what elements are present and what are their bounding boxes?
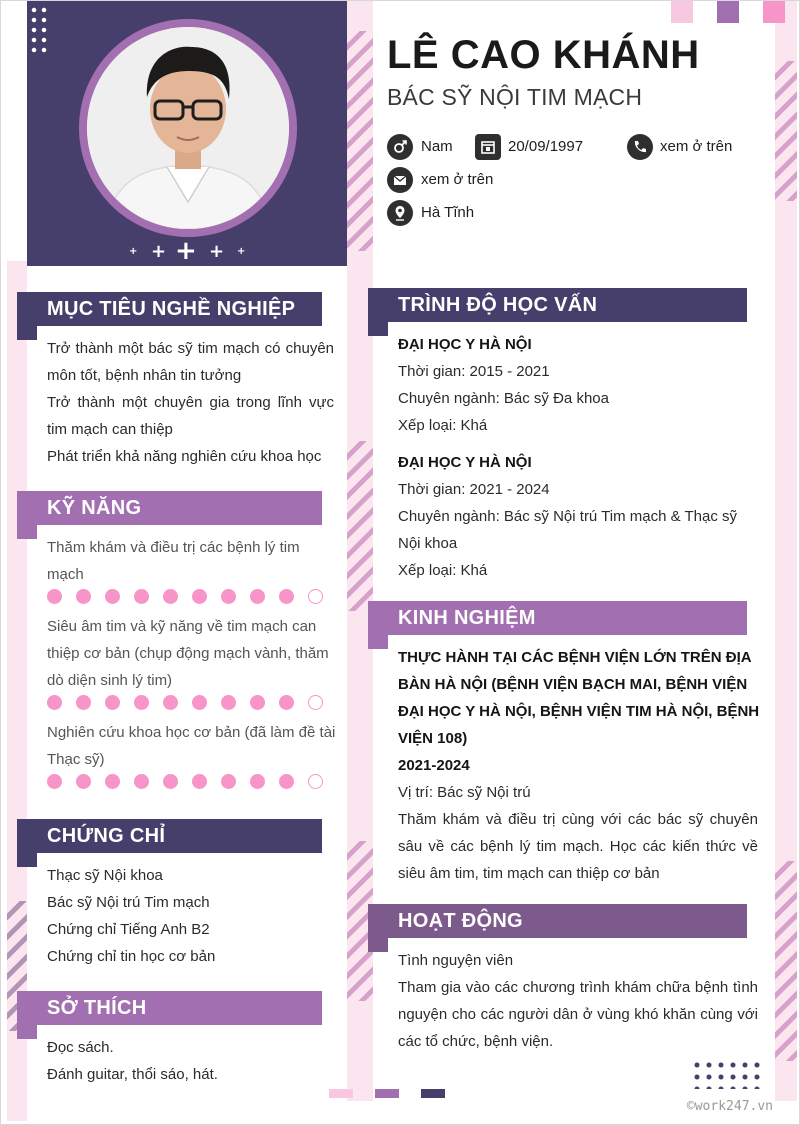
rating-dot-filled — [250, 774, 265, 789]
objective-line: Phát triển khả năng nghiên cứu khoa học — [47, 448, 322, 465]
skill-name: Nghiên cứu khoa học cơ bản (đã làm đề tài Thạc sỹ) — [47, 724, 336, 768]
candidate-name: LÊ CAO KHÁNH — [387, 33, 700, 77]
rating-dot-filled — [279, 589, 294, 604]
rating-dot-filled — [47, 589, 62, 604]
plus-decoration: + + + + + — [129, 236, 246, 266]
dots-decoration — [691, 1059, 763, 1089]
email-text: xem ở trên — [421, 171, 494, 188]
education-rank: Xếp loại: Khá — [398, 417, 488, 434]
hobby-item: Đánh guitar, thổi sáo, hát. — [47, 1066, 218, 1083]
education-header: TRÌNH ĐỘ HỌC VẤN — [368, 288, 747, 322]
education-rank: Xếp loại: Khá — [398, 562, 488, 579]
education-major: Chuyên ngành: Bác sỹ Nội trú Tim mạch & Thạc sỹ Nội khoa — [398, 508, 738, 552]
experience-heading: THỰC HÀNH TẠI CÁC BỆNH VIỆN LỚN TRÊN ĐỊA BÀN HÀ NỘI (BỆNH VIỆN BẠCH MAI, BỆNH VIỆN ĐẠI HỌC Y HÀ NỘI, BỆNH VIỆN TIM HÀ NỘI, BỆNH VIỆN 108) — [398, 649, 760, 747]
section-tab — [17, 1025, 37, 1039]
rating-dot-filled — [76, 589, 91, 604]
certificates-header: CHỨNG CHỈ — [17, 819, 322, 853]
rating-dot-filled — [250, 695, 265, 710]
address-text: Hà Tĩnh — [421, 204, 475, 221]
rating-dot-filled — [134, 589, 149, 604]
rating-dot-filled — [279, 774, 294, 789]
section-tab — [368, 938, 388, 952]
hobbies-header: SỞ THÍCH — [17, 991, 322, 1025]
rating-dot-filled — [163, 589, 178, 604]
experience-position: Vị trí: Bác sỹ Nội trú — [398, 784, 531, 801]
certificate-item: Bác sỹ Nội trú Tim mạch — [47, 894, 210, 911]
hobby-item: Đọc sách. — [47, 1039, 114, 1056]
school-name: ĐẠI HỌC Y HÀ NỘI — [398, 336, 532, 353]
rating-dot-filled — [192, 695, 207, 710]
section-tab — [17, 326, 37, 340]
skill-rating — [47, 774, 327, 792]
objective-line: Trở thành một chuyên gia trong lĩnh vực tim mạch can thiệp — [47, 394, 334, 438]
rating-dot-filled — [221, 695, 236, 710]
experience-header: KINH NGHIỆM — [368, 601, 747, 635]
section-tab — [368, 322, 388, 336]
education-major: Chuyên ngành: Bác sỹ Đa khoa — [398, 390, 609, 407]
gender-text: Nam — [421, 138, 453, 155]
hatch-decoration — [347, 441, 373, 611]
skills-header: KỸ NĂNG — [17, 491, 322, 525]
avatar — [87, 27, 289, 229]
birthday-text: 20/09/1997 — [508, 138, 584, 155]
experience-period: 2021-2024 — [398, 757, 470, 774]
rating-dot-filled — [105, 774, 120, 789]
rating-dot-filled — [221, 774, 236, 789]
hatch-decoration — [775, 61, 797, 201]
job-title: BÁC SỸ NỘI TIM MẠCH — [387, 84, 643, 110]
education-time: Thời gian: 2015 - 2021 — [398, 363, 550, 380]
skill-rating — [47, 695, 327, 713]
skill-name: Siêu âm tim và kỹ năng về tim mạch can thiệp cơ bản (chụp động mạch vành, thăm dò diện sinh lý tim) — [47, 618, 329, 689]
watermark: ©work247.vn — [686, 1099, 773, 1114]
certificate-item: Chứng chỉ tin học cơ bản — [47, 948, 216, 965]
rating-dot-filled — [192, 774, 207, 789]
experience-description: Thăm khám và điều trị cùng với các bác sỹ chuyên sâu về các bệnh lý tim mạch. Học các kiến thức về siêu âm tim, tim mạch can thiệp cơ bản — [398, 811, 758, 882]
activity-role: Tình nguyện viên — [398, 952, 514, 969]
rating-dot-empty — [308, 774, 323, 789]
rating-dot-filled — [134, 695, 149, 710]
rating-dot-filled — [134, 774, 149, 789]
certificate-item: Chứng chỉ Tiếng Anh B2 — [47, 921, 210, 938]
rating-dot-filled — [105, 589, 120, 604]
rating-dot-filled — [221, 589, 236, 604]
education-time: Thời gian: 2021 - 2024 — [398, 481, 550, 498]
section-tab — [368, 635, 388, 649]
section-tab — [17, 525, 37, 539]
section-tab — [17, 853, 37, 867]
hatch-decoration — [775, 861, 797, 1061]
rating-dot-filled — [47, 695, 62, 710]
rating-dot-filled — [76, 774, 91, 789]
location-icon — [387, 200, 413, 226]
activities-header: HOẠT ĐỘNG — [368, 904, 747, 938]
school-name: ĐẠI HỌC Y HÀ NỘI — [398, 454, 532, 471]
phone-text: xem ở trên — [660, 138, 733, 155]
gender-icon — [387, 134, 413, 160]
rating-dot-filled — [163, 774, 178, 789]
rating-dot-filled — [163, 695, 178, 710]
rating-dot-filled — [192, 589, 207, 604]
certificate-item: Thạc sỹ Nội khoa — [47, 867, 163, 884]
rating-dot-empty — [308, 589, 323, 604]
rating-dot-empty — [308, 695, 323, 710]
avatar-portrait — [87, 27, 289, 229]
phone-icon — [627, 134, 653, 160]
objective-header: MỤC TIÊU NGHỀ NGHIỆP — [17, 292, 322, 326]
rating-dot-filled — [105, 695, 120, 710]
dots-decoration — [19, 5, 49, 57]
skill-name: Thăm khám và điều trị các bệnh lý tim mạch — [47, 539, 300, 583]
activity-description: Tham gia vào các chương trình khám chữa bệnh tình nguyện cho các người dân ở vùng khó khăn cùng với các tổ chức, bệnh viện. — [398, 979, 758, 1050]
rating-dot-filled — [76, 695, 91, 710]
skill-rating — [47, 589, 327, 607]
email-icon — [387, 167, 413, 193]
rating-dot-filled — [279, 695, 294, 710]
rating-dot-filled — [47, 774, 62, 789]
rating-dot-filled — [250, 589, 265, 604]
hatch-decoration — [347, 31, 373, 251]
calendar-icon — [475, 134, 501, 160]
objective-line: Trở thành một bác sỹ tim mạch có chuyên môn tốt, bệnh nhân tin tưởng — [47, 340, 334, 384]
